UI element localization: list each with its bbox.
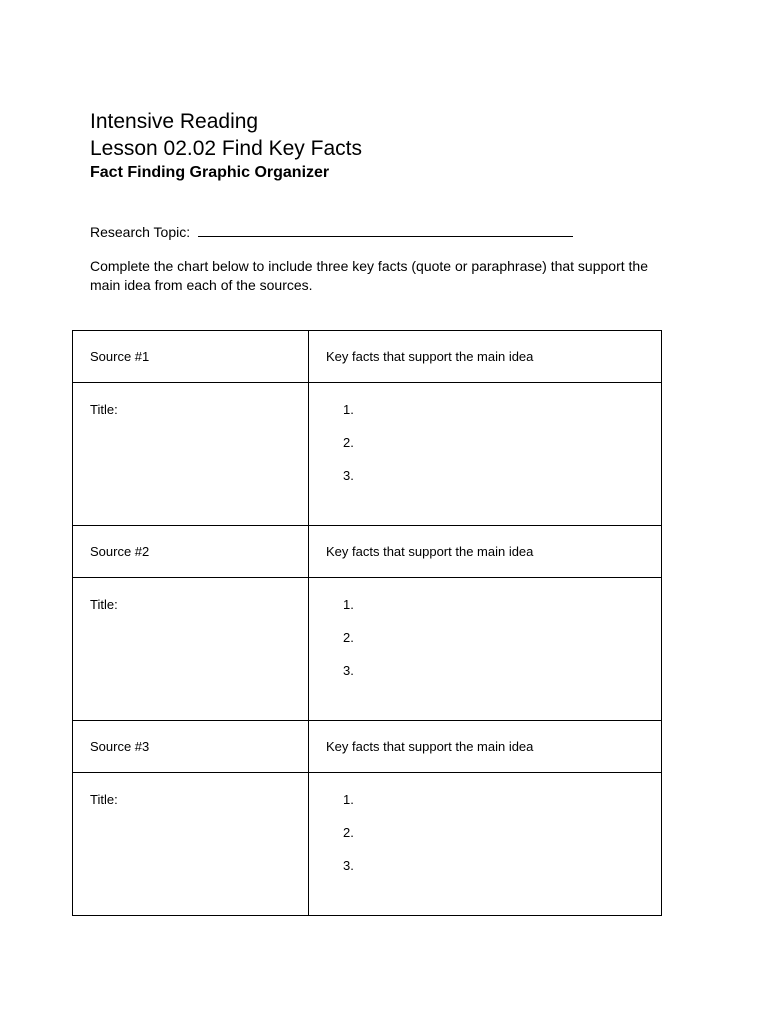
title-cell[interactable] bbox=[73, 578, 309, 721]
facts-list bbox=[309, 383, 661, 501]
facts-cell[interactable] bbox=[309, 383, 662, 526]
research-topic-label: Research Topic: bbox=[90, 224, 191, 240]
facts-header: Key facts that support the main idea bbox=[326, 739, 534, 754]
document-subtitle: Fact Finding Graphic Organizer bbox=[90, 164, 330, 181]
fact-item[interactable]: 1. bbox=[343, 402, 354, 417]
facts-header: Key facts that support the main idea bbox=[326, 349, 534, 364]
source-body-row bbox=[73, 383, 662, 526]
fact-item[interactable]: 1. bbox=[343, 792, 354, 807]
source-body-row bbox=[73, 773, 662, 916]
title-cell[interactable] bbox=[73, 773, 309, 916]
facts-cell[interactable] bbox=[309, 578, 662, 721]
fact-item[interactable]: 3. bbox=[343, 663, 354, 678]
fact-item[interactable]: 2. bbox=[343, 435, 354, 450]
instructions-text: Complete the chart below to include three key facts (quote or paraphrase) that support the main idea from each of the sources. bbox=[90, 258, 648, 293]
source-label: Source #3 bbox=[90, 739, 150, 754]
fact-item[interactable]: 3. bbox=[343, 858, 354, 873]
source-label: Source #2 bbox=[90, 544, 150, 559]
facts-header-cell bbox=[309, 721, 662, 773]
facts-list bbox=[309, 773, 661, 891]
fact-finding-table bbox=[72, 330, 662, 916]
source-header-row bbox=[73, 721, 662, 773]
facts-cell[interactable] bbox=[309, 773, 662, 916]
fact-item[interactable]: 2. bbox=[343, 630, 354, 645]
source-label-cell bbox=[73, 721, 309, 773]
source-body-row bbox=[73, 578, 662, 721]
title-cell[interactable] bbox=[73, 383, 309, 526]
research-topic-row bbox=[90, 222, 573, 242]
source-label: Source #1 bbox=[90, 349, 150, 364]
research-topic-blank[interactable] bbox=[198, 222, 573, 237]
facts-header-cell bbox=[309, 526, 662, 578]
title-label: Title: bbox=[90, 402, 118, 417]
source-header-row bbox=[73, 526, 662, 578]
fact-item[interactable]: 3. bbox=[343, 468, 354, 483]
title-label: Title: bbox=[90, 792, 118, 807]
document-title: Intensive Reading bbox=[90, 110, 259, 133]
facts-list bbox=[309, 578, 661, 696]
fact-item[interactable]: 1. bbox=[343, 597, 354, 612]
facts-header-cell bbox=[309, 331, 662, 383]
source-label-cell bbox=[73, 526, 309, 578]
fact-item[interactable]: 2. bbox=[343, 825, 354, 840]
source-header-row bbox=[73, 331, 662, 383]
lesson-title: Lesson 02.02 Find Key Facts bbox=[90, 137, 362, 160]
title-label: Title: bbox=[90, 597, 118, 612]
source-label-cell bbox=[73, 331, 309, 383]
facts-header: Key facts that support the main idea bbox=[326, 544, 534, 559]
